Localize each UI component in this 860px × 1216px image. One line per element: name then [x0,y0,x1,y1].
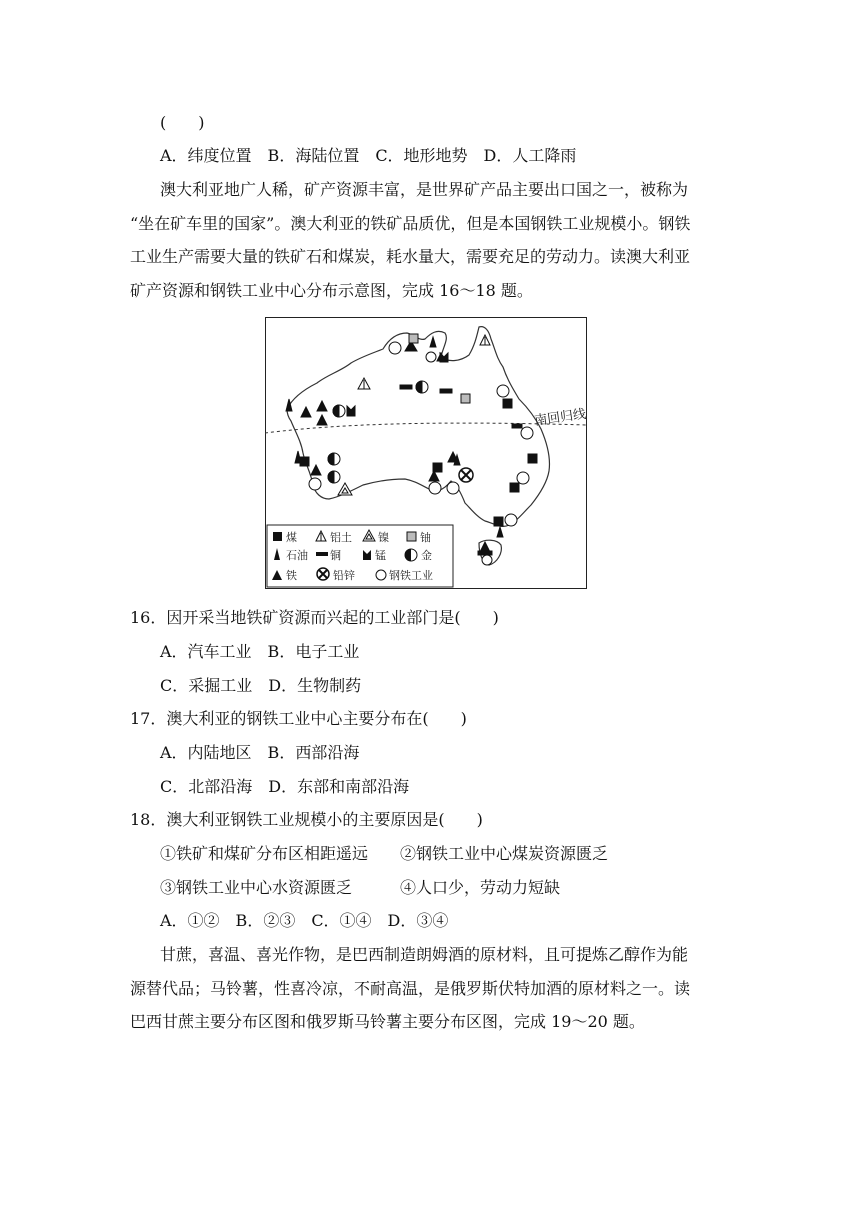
legend-lead-zinc: 铅锌 [333,569,355,582]
tropic-label: 南回归线 [533,406,587,429]
legend-bauxite: 铝土 [330,531,352,544]
coal-icon [273,532,282,541]
q17-options-ab: A．内陆地区 B．西部沿海 [160,743,360,762]
passage2-line-3: 巴西甘蔗主要分布区图和俄罗斯马铃薯主要分布区图，完成 19～20 题。 [130,1012,645,1031]
steel-icon [497,385,509,397]
coal-icon [300,457,309,466]
map-legend [267,525,453,587]
legend-gold: 金 [421,549,432,562]
steel-icon [447,482,459,494]
copper-icon [440,389,452,393]
legend-nickel: 镍 [378,531,389,544]
q18-statements-34: ③钢铁工业中心水资源匮乏 ④人口少，劳动力短缺 [160,878,561,897]
legend-coal: 煤 [286,531,297,544]
q18-statements-12: ①铁矿和煤矿分布区相距遥远 ②钢铁工业中心煤炭资源匮乏 [160,844,609,863]
copper-icon [478,551,492,555]
australia-mineral-map [265,317,587,589]
coal-icon [510,483,519,492]
q16-options-cd: C．采掘工业 D．生物制药 [160,676,362,695]
uranium-icon [461,394,470,403]
passage1-line-4: 矿产资源和钢铁工业中心分布示意图，完成 16～18 题。 [130,281,533,300]
copper-icon [400,385,412,389]
q15-options: A．纬度位置 B．海陆位置 C．地形地势 D．人工降雨 [160,146,577,165]
legend-oil: 石油 [286,549,308,562]
steel-icon [376,570,386,580]
passage2-line-2: 源替代品；马铃薯，性喜冷凉，不耐高温，是俄罗斯伏特加酒的原材料之一。读 [130,979,691,998]
steel-icon [521,427,533,439]
legend-manganese: 锰 [375,549,386,562]
legend-uranium: 铀 [420,531,431,544]
q18-stem: 18．澳大利亚钢铁工业规模小的主要原因是( ) [130,810,483,829]
coal-icon [494,517,503,526]
steel-icon [309,478,321,490]
copper-icon [316,552,328,556]
passage2-line-1: 甘蔗，喜温、喜光作物，是巴西制造朗姆酒的原材料，且可提炼乙醇作为能 [160,945,689,964]
legend-steel: 钢铁工业 [389,569,433,582]
blank-parentheses: ( ) [160,113,205,132]
coal-icon [503,399,512,408]
steel-icon [482,555,492,565]
passage1-line-2: “坐在矿车里的国家”。澳大利亚的铁矿品质优，但是本国钢铁工业规模小。钢铁 [130,214,691,233]
steel-icon [517,472,529,484]
steel-icon [389,342,401,354]
uranium-icon [409,334,418,343]
q16-stem: 16．因开采当地铁矿资源而兴起的工业部门是( ) [130,608,499,627]
steel-icon [505,514,517,526]
steel-icon [426,352,436,362]
q17-stem: 17．澳大利亚的钢铁工业中心主要分布在( ) [130,709,467,728]
q17-options-cd: C．北部沿海 D．东部和南部沿海 [160,777,410,796]
copper-icon [512,424,522,428]
passage1-line-3: 工业生产需要大量的铁矿石和煤炭，耗水量大，需要充足的劳动力。读澳大利亚 [130,247,691,266]
q16-options-ab: A．汽车工业 B．电子工业 [160,642,360,661]
passage1-line-1: 澳大利亚地广人稀，矿产资源丰富，是世界矿产品主要出口国之一，被称为 [160,180,689,199]
q18-options: A．①② B．②③ C．①④ D．③④ [160,911,449,930]
legend-copper: 铜 [330,549,341,562]
legend-iron: 铁 [286,569,297,582]
coal-icon [528,454,537,463]
steel-icon [429,482,441,494]
uranium-icon [407,532,416,541]
